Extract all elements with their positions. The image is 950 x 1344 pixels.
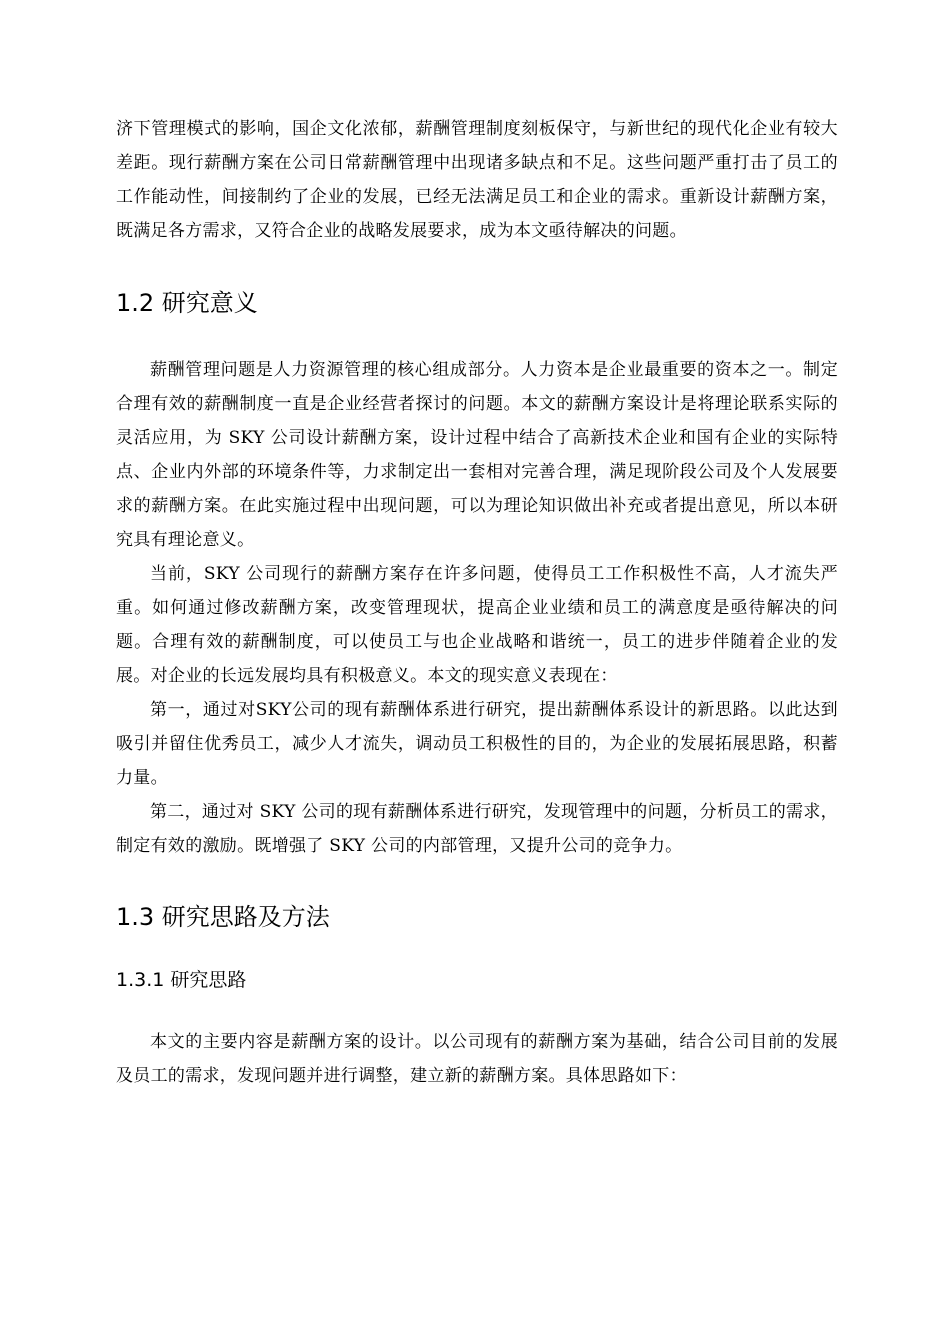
section-1-3-heading: 1.3 研究思路及方法 (116, 903, 330, 931)
section-1-2-paragraph-2: 当前，SKY 公司现行的薪酬方案存在许多问题，使得员工工作积极性不高，人才流失严重。如何通过修改薪酬方案，改变管理现状，提高企业业绩和员工的满意度是亟待解决的问题。合理有效的薪酬制度，可以使员工与也企业战略和谐统一，员工的进步伴随着企业的发展。对企业的长远发展均具有积极意义。本文的现实意义表现在： (116, 564, 838, 686)
section-1-2-heading: 1.2 研究意义 (116, 289, 258, 317)
intro-paragraph: 济下管理模式的影响，国企文化浓郁，薪酬管理制度刻板保守，与新世纪的现代化企业有较大差距。现行薪酬方案在公司日常薪酬管理中出现诸多缺点和不足。这些问题严重打击了员工的工作能动性，间接制约了企业的发展，已经无法满足员工和企业的需求。重新设计薪酬方案，既满足各方需求，又符合企业的战略发展要求，成为本文亟待解决的问题。 (116, 119, 838, 241)
section-1-2-paragraph-3: 第一，通过对SKY公司的现有薪酬体系进行研究，提出薪酬体系设计的新思路。以此达到吸引并留住优秀员工，减少人才流失，调动员工积极性的目的，为企业的发展拓展思路，积蓄力量。 (116, 700, 838, 788)
section-1-2-paragraph-4: 第二，通过对 SKY 公司的现有薪酬体系进行研究，发现管理中的问题，分析员工的需求，制定有效的激励。既增强了 SKY 公司的内部管理，又提升公司的竞争力。 (116, 802, 838, 856)
section-1-2-paragraph-1: 薪酬管理问题是人力资源管理的核心组成部分。人力资本是企业最重要的资本之一。制定合理有效的薪酬制度一直是企业经营者探讨的问题。本文的薪酬方案设计是将理论联系实际的灵活应用，为 SKY 公司设计薪酬方案，设计过程中结合了高新技术企业和国有企业的实际特点、企业内外部的环境条件等，力求制定出一套相对完善合理，满足现阶段公司及个人发展要求的薪酬方案。在此实施过程中出现问题，可以为理论知识做出补充或者提出意见，所以本研究具有理论意义。 (116, 360, 838, 550)
page-content (116, 112, 838, 1093)
section-1-3-1-heading: 1.3.1 研究思路 (116, 969, 247, 991)
section-1-3-1-paragraph: 本文的主要内容是薪酬方案的设计。以公司现有的薪酬方案为基础，结合公司目前的发展及员工的需求，发现问题并进行调整，建立新的薪酬方案。具体思路如下： (116, 1032, 838, 1086)
